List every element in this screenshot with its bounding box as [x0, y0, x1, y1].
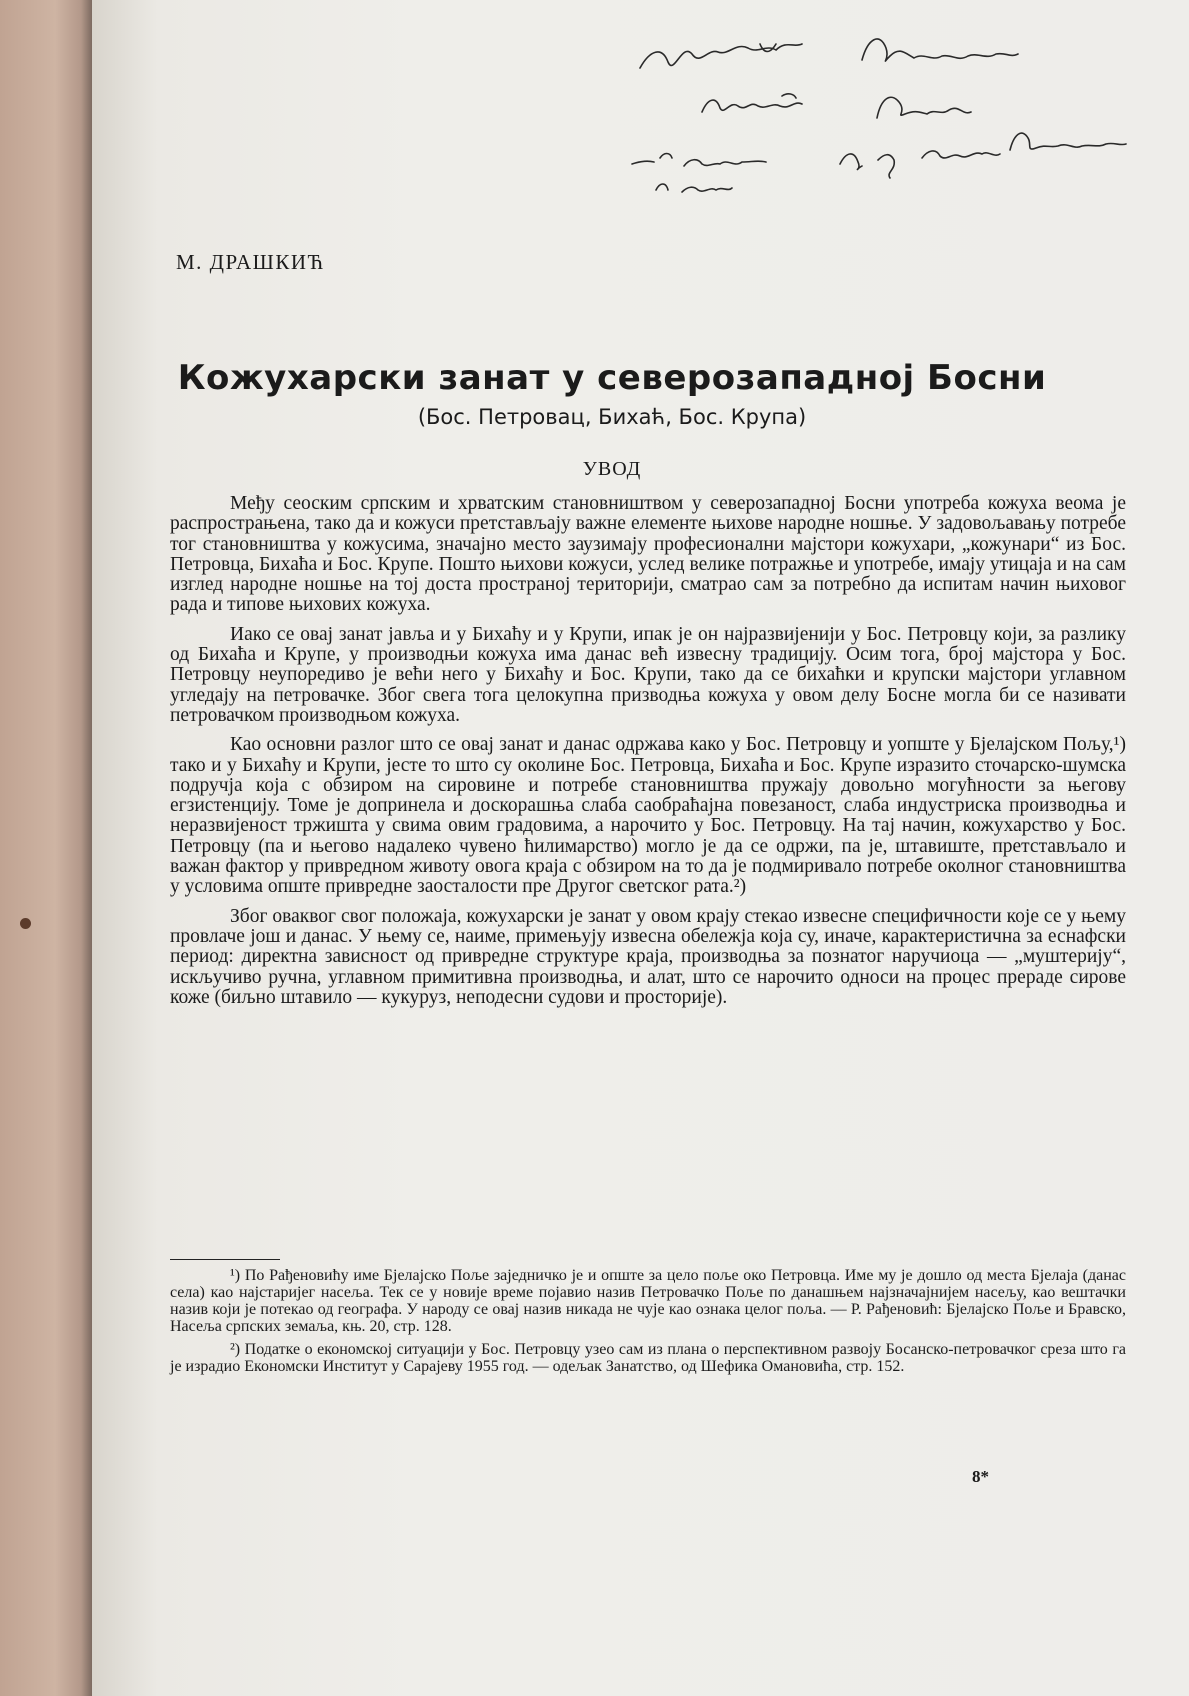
body-paragraph: Због оваквог свог положаја, кожухарски је занат у овом крају стекао извесне специфичности које се у њему провлаче још и данас. У њему се, наиме, примењују извесна обележја која су, иначе, карактеристична за еснафски период: директна зависност од привредне структуре краја, производња за познатог наручиоца — „муштерију“, искључиво ручна, углавном примитивна производња, и алат, што се нарочито односи на процес прераде сирове коже (биљно штавило — кукуруз, неподесни судови и просторије).	[170, 905, 1126, 1008]
footnote: ²) Податке о економској ситуацији у Бос. Петровцу узео сам из плана о перспективном развоју Босанско-петровачког среза што га је израдио Економски Институт у Сарајеву 1955 год. — одељак Занатство, од Шефика Омановића, стр. 152.	[170, 1341, 1126, 1375]
article-title: Кожухарски занат у северозападној Босни	[177, 358, 1047, 398]
page-stain	[20, 918, 31, 929]
document-page	[92, 0, 1189, 1696]
handwritten-inscription	[92, 0, 1189, 230]
section-heading: УВОД	[582, 458, 642, 480]
body-paragraph: Међу сеоским српским и хрватским становништвом у северозападној Босни употреба кожуха веома је распрострањена, тако да и кожуси претстављају важне елементе њихове народне ношње. У задовољавању потребе тог становништва у кожусима, значајно место заузимају професионални мајстори кожухари, „кожунари“ из Бос. Петровца, Бихаћа и Бос. Крупе. Пошто њихови кожуси, услед велике потражње и употребе, имају утицаја и на сам изглед народне ношње на тој доста пространој територији, сматрао сам за потребно да испитам начин њиховог рада и типове њихових кожуха.	[170, 493, 1126, 616]
handwriting-scribble	[92, 0, 1189, 230]
footnote-divider	[170, 1259, 280, 1260]
article-body	[170, 494, 1126, 1017]
author-name: М. ДРАШКИЋ	[176, 250, 325, 274]
page-number: 8*	[972, 1467, 989, 1486]
body-paragraph: Иако се овај занат јавља и у Бихаћу и у Крупи, ипак је он најразвијенији у Бос. Петровцу који, за разлику од Бихаћа и Крупе, у производњи кожуха има данас већ извесну традицију. Осим тога, број мајстора у Бос. Петровцу неупоредиво је већи него у Бихаћу и Бос. Крупи, тако да се бихаћки и крупски мајстори углавном угледају на петровачке. Због свега тога целокупна призводња кожуха у овом делу Босне могла би се називати петровачком производњом кожуха.	[170, 623, 1126, 726]
footnote: ¹) По Рађеновићу име Бјелајско Поље заједничко је и опште за цело поље око Петровца. Име му је дошло од места Бјелаја (данас села) као најстаријег насеља. Тек се у новије време појавио назив Петровачко Поље по данашњем најзначајнијем насељу, као вештачки назив који је потекао од географа. У народу се овај назив никада не чује као ознака целог поља. — Р. Рађеновић: Бјелајско Поље и Бравско, Насеља српских земаља, књ. 20, стр. 128.	[170, 1267, 1126, 1335]
body-paragraph: Као основни разлог што се овај занат и данас одржава како у Бос. Петровцу и уопште у Бјелајском Пољу,¹) тако и у Бихаћу и Крупи, јесте то што су околине Бос. Петровца, Бихаћа и Бос. Крупе изразито сточарско-шумска подручја која с обзиром на сировине и потребе становништва пружају довољно могућности за његову егзистенцију. Томе је допринела и доскорашња слаба саобраћајна повезаност, слаба индустриска производња и неразвијеност тржишта у свима овим градовима, а нарочито у Бос. Петровцу. На тај начин, кожухарство у Бос. Петровцу (па и његово надалеко чувено ћилимарство) могло је да се одржи, па је, штавиште, претстављало и важан фактор у привредном животу овога краја с обзиром на то да је подмиривало потребе околног становништва у условима опште привредне заосталости пре Другог светског рата.²)	[170, 734, 1126, 898]
footnotes	[170, 1267, 1126, 1381]
article-subtitle: (Бос. Петровац, Бихаћ, Бос. Крупа)	[417, 405, 807, 429]
facing-page-edge	[0, 0, 92, 1696]
